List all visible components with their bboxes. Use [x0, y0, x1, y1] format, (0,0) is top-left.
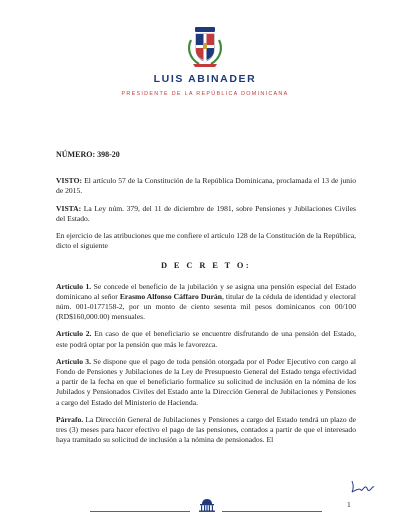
decreto-heading: D E C R E T O: — [160, 261, 252, 271]
visto-text: El artículo 57 de la Constitución de la República Dominicana, proclamada el 13 de junio de 2015. — [56, 176, 356, 196]
page-number: 1 — [347, 500, 351, 509]
parrafo-label: Párrafo. — [56, 414, 84, 424]
visto-label: VISTO: — [56, 176, 83, 186]
beneficiary-name: Erasmo Alfonso Cáffaro Durán — [119, 291, 222, 301]
article-2-label: Artículo 2. — [56, 329, 92, 339]
article-1-text-a: Se concede el beneficio de la jubilación y se asigna una pensión especial del Estado dominicano al señor — [56, 281, 356, 301]
vista-label: VISTA: — [56, 203, 82, 213]
parrafo — [56, 415, 356, 446]
visto-paragraph — [56, 176, 356, 196]
preamble-paragraph: En ejercicio de las atribuciones que me confiere el artículo 128 de la Constitución de la República, dicto el siguiente — [56, 231, 356, 251]
article-1-label: Artículo 1. — [56, 281, 92, 291]
handwritten-initials-icon — [350, 478, 376, 494]
footer-rule-right — [222, 511, 322, 512]
parrafo-text: La Dirección General de Jubilaciones y Pensiones a cargo del Estado tendrá un plazo de tres (3) meses para hacer efectivo el pago de las pensiones, contados a partir de que el interesado haya tramitado su solicitud de inclusión a la nómina de pensionados. El — [56, 414, 356, 445]
letterhead — [0, 0, 410, 110]
article-3-text: Se dispone que el pago de toda pensión otorgada por el Poder Ejecutivo con cargo al Fondo de Pensiones y Jubilaciones de la Ley de Presupuesto General del Estado tenga efectividad a partir de la fecha en que el beneficiario formalice su solicitud de inclusión en la nómina de los Jubilados y Pensionados Civiles del Estado ante la Dirección General de Jubilaciones y Pensiones a cargo del Estado del Ministerio de Hacienda. — [56, 356, 356, 407]
vista-paragraph — [56, 204, 356, 224]
president-title: PRESIDENTE DE LA REPÚBLICA DOMINICANA — [121, 91, 289, 97]
national-palace-icon — [198, 498, 216, 512]
article-1-text-b: , titular de la cédula de identidad y electoral núm. 001-0177158-2, por un monto de ciento sesenta mil pesos dominicanos con 00/100 (RD$160,000.00) mensuales. — [56, 291, 356, 322]
article-1 — [56, 282, 356, 323]
article-2 — [56, 329, 356, 349]
article-2-text: En caso de que el beneficiario se encuentre disfrutando de una pensión del Estado, este podrá optar por la pensión que más le favorezca. — [56, 329, 357, 349]
vista-text: La Ley núm. 379, del 11 de diciembre de 1981, sobre Pensiones y Jubilaciones Civiles del Estado. — [56, 203, 356, 223]
footer-rule-left — [90, 511, 190, 512]
president-name: LUIS ABINADER — [153, 73, 257, 85]
decree-number: NÚMERO: 398-20 — [56, 150, 120, 159]
dominican-coat-of-arms-icon — [185, 24, 225, 68]
decree-body — [56, 150, 356, 452]
article-3-label: Artículo 3. — [56, 356, 91, 366]
article-3 — [56, 357, 356, 408]
